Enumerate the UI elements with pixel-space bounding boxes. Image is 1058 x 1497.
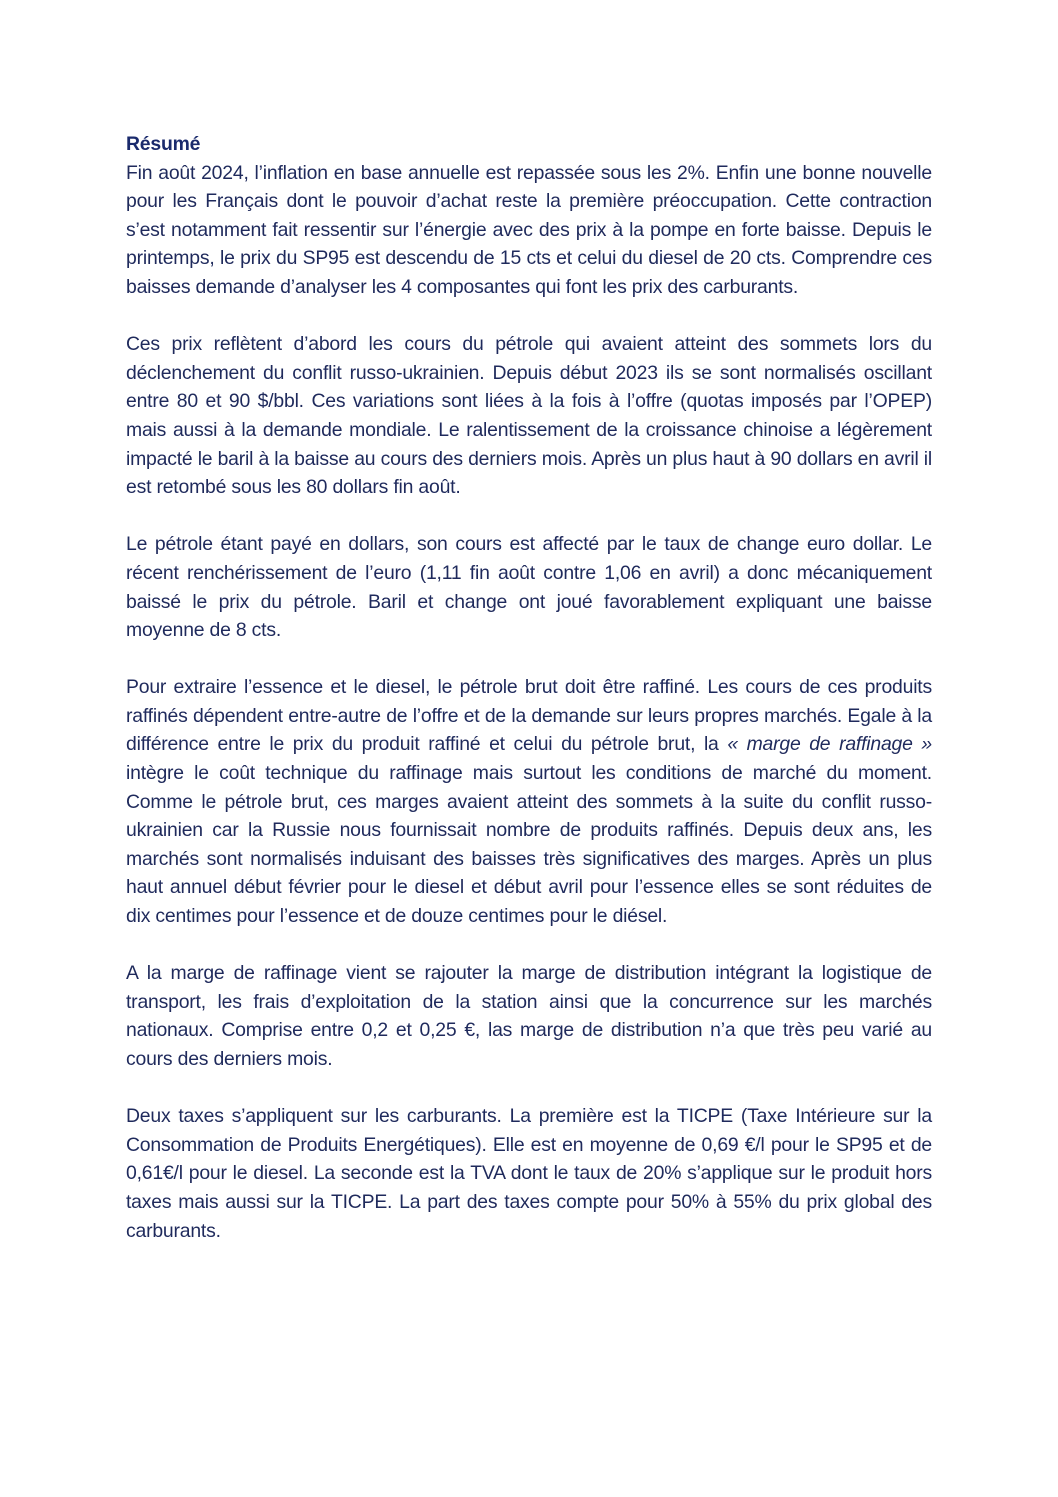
paragraph-summary: Fin août 2024, l’inflation en base annuelle est repassée sous les 2%. Enfin une bonne nouvelle pour les Français dont le pouvoir d’achat reste la première préoccupation. Cette contraction s’est notamment fait ressentir sur l’énergie avec des prix à la pompe en forte baisse. Depuis le printemps, le prix du SP95 est descendu de 15 cts et celui du diesel de 20 cts. Comprendre ces baisses demande d’analyser les 4 composantes qui font les prix des carburants. (126, 161, 932, 298)
refining-margin-term: « marge de raffinage » (727, 733, 932, 756)
section-heading: Résumé (126, 133, 201, 155)
paragraph-exchange-rate: Le pétrole étant payé en dollars, son cours est affecté par le taux de change euro dollar. Le récent renchérissement de l’euro (1,11 fin août contre 1,06 en avril) a donc mécaniquement baissé le prix du pétrole. Baril et change ont joué favorablement expliquant une baisse moyenne de 8 cts. (126, 533, 932, 642)
paragraph-refining-margin (126, 673, 932, 930)
document-page (126, 130, 932, 1245)
refining-text-before: Pour extraire l’essence et le diesel, le pétrole brut doit être raffiné. Les cours de ces produits raffinés dépendent entre-autre de l’offre et de la demande sur leurs propres marchés. Egale à la différence entre le prix du produit raffiné et celui du pétrole brut, la (126, 676, 932, 756)
paragraph-taxes: Deux taxes s’appliquent sur les carburants. La première est la TICPE (Taxe Intérieure sur la Consommation de Produits Energétiques). Elle est en moyenne de 0,69 €/l pour le SP95 et de 0,61€/l pour le diesel. La seconde est la TVA dont le taux de 20% s’applique sur le produit hors taxes mais aussi sur la TICPE. La part des taxes compte pour 50% à 55% du prix global des carburants. (126, 1105, 932, 1242)
paragraph-oil-prices: Ces prix reflètent d’abord les cours du pétrole qui avaient atteint des sommets lors du déclenchement du conflit russo-ukrainien. Depuis début 2023 ils se sont normalisés oscillant entre 80 et 90 $/bbl. Ces variations sont liées à la fois à l’offre (quotas imposés par l’OPEP) mais aussi à la demande mondiale. Le ralentissement de la croissance chinoise a légèrement impacté le baril à la baisse au cours des derniers mois. Après un plus haut à 90 dollars en avril il est retombé sous les 80 dollars fin août. (126, 333, 932, 499)
refining-text-after: intègre le coût technique du raffinage mais surtout les conditions de marché du moment. Comme le pétrole brut, ces marges avaient atteint des sommets à la suite du conflit russo-ukrainien car la Russie nous fournissait nombre de produits raffinés. Depuis deux ans, les marchés sont normalisés induisant des baisses très significatives des marges. Après un plus haut annuel début février pour le diesel et début avril pour l’essence elles se sont réduites de dix centimes pour l’essence et de douze centimes pour le diésel. (126, 762, 932, 928)
paragraph-distribution-margin: A la marge de raffinage vient se rajouter la marge de distribution intégrant la logistique de transport, les frais d’exploitation de la station ainsi que la concurrence sur les marchés nationaux. Comprise entre 0,2 et 0,25 €, las marge de distribution n’a que très peu varié au cours des derniers mois. (126, 962, 932, 1070)
